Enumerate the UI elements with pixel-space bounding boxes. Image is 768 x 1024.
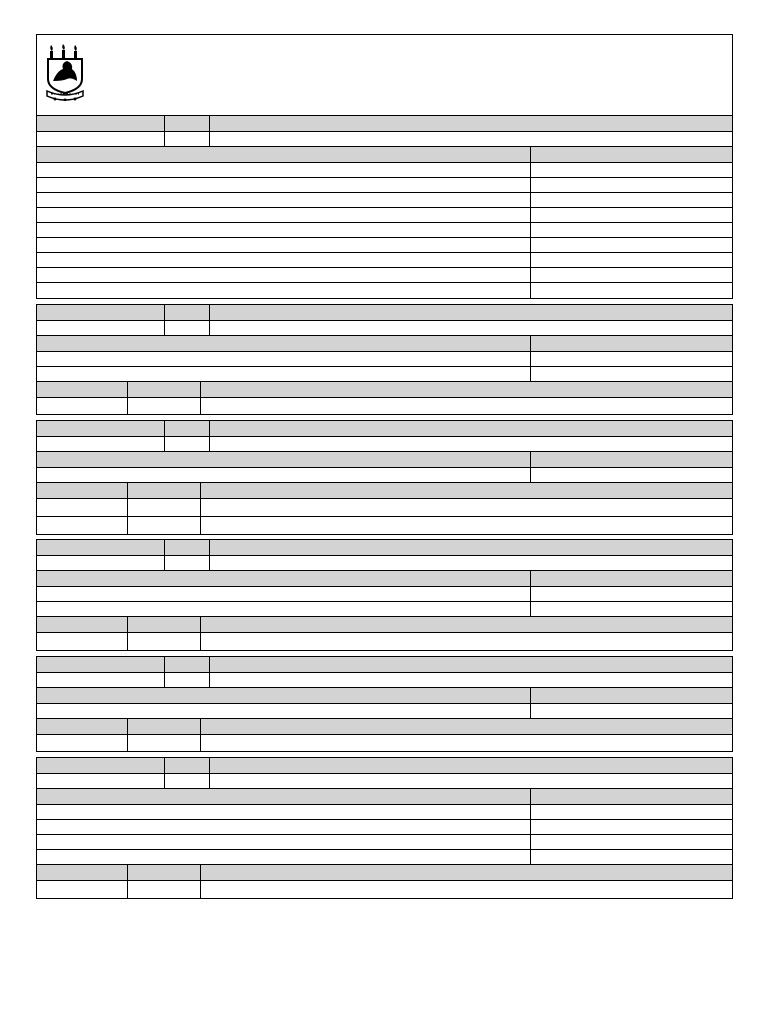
header-cell <box>210 116 732 131</box>
detail-row <box>37 835 732 850</box>
header-cell <box>37 571 531 586</box>
footer-header-row <box>37 617 732 633</box>
form-section-3 <box>36 420 733 535</box>
detail-row <box>37 208 732 223</box>
section-value-row <box>37 132 732 147</box>
section-header-row <box>37 540 732 556</box>
footer-row <box>37 633 732 650</box>
header-cell <box>128 865 201 880</box>
footer-cell <box>201 517 732 534</box>
header-cell <box>531 147 732 162</box>
header-cell <box>128 382 201 397</box>
header-cell <box>37 336 531 351</box>
section-value-row <box>37 437 732 452</box>
value-cell <box>210 774 732 788</box>
header-cell <box>165 116 210 131</box>
value-cell <box>210 437 732 451</box>
detail-cell <box>531 223 732 237</box>
detail-cell <box>531 805 732 819</box>
detail-cell <box>37 704 531 718</box>
detail-cell <box>37 283 531 298</box>
value-cell <box>165 321 210 335</box>
header-cell <box>37 540 165 555</box>
value-cell <box>165 556 210 570</box>
footer-cell <box>37 517 128 534</box>
footer-cell <box>128 398 201 414</box>
header-cell <box>165 421 210 436</box>
detail-cell <box>37 268 531 282</box>
detail-row <box>37 602 732 617</box>
form-section-5 <box>36 656 733 752</box>
detail-cell <box>37 163 531 177</box>
header-cell <box>37 483 128 498</box>
detail-cell <box>531 208 732 222</box>
footer-cell <box>201 499 732 516</box>
footer-cell <box>37 499 128 516</box>
header-cell <box>165 305 210 320</box>
footer-cell <box>128 735 201 751</box>
footer-header-row <box>37 382 732 398</box>
section-value-row <box>37 556 732 571</box>
footer-header-row <box>37 719 732 735</box>
form-section-4 <box>36 539 733 651</box>
section-header-row <box>37 116 732 132</box>
value-cell <box>37 774 165 788</box>
detail-cell <box>37 587 531 601</box>
detail-cell <box>531 850 732 864</box>
detail-row <box>37 283 732 298</box>
detail-cell <box>531 283 732 298</box>
detail-header-row <box>37 452 732 468</box>
university-crest-icon <box>43 43 87 101</box>
header-cell <box>37 305 165 320</box>
footer-cell <box>128 881 201 898</box>
detail-cell <box>37 238 531 252</box>
header-cell <box>531 571 732 586</box>
value-cell <box>37 321 165 335</box>
header-cell <box>37 382 128 397</box>
detail-cell <box>531 704 732 718</box>
footer-cell <box>37 633 128 650</box>
detail-cell <box>531 253 732 267</box>
value-cell <box>210 132 732 146</box>
header-cell <box>210 540 732 555</box>
value-cell <box>210 673 732 687</box>
detail-row <box>37 223 732 238</box>
detail-header-row <box>37 147 732 163</box>
footer-row <box>37 398 732 414</box>
detail-cell <box>37 835 531 849</box>
detail-row <box>37 178 732 193</box>
detail-cell <box>37 253 531 267</box>
detail-cell <box>531 178 732 192</box>
footer-cell <box>201 735 732 751</box>
section-header-row <box>37 758 732 774</box>
footer-row <box>37 735 732 751</box>
detail-row <box>37 704 732 719</box>
detail-cell <box>531 352 732 366</box>
detail-row <box>37 238 732 253</box>
footer-row <box>37 499 732 517</box>
header-cell <box>201 719 732 734</box>
header-cell <box>531 336 732 351</box>
header-cell <box>531 688 732 703</box>
detail-header-row <box>37 336 732 352</box>
detail-cell <box>37 352 531 366</box>
form-section-2 <box>36 304 733 415</box>
detail-row <box>37 268 732 283</box>
section-value-row <box>37 774 732 789</box>
header-cell <box>128 617 201 632</box>
value-cell <box>165 132 210 146</box>
detail-row <box>37 367 732 382</box>
header-cell <box>165 657 210 672</box>
footer-cell <box>37 881 128 898</box>
footer-cell <box>128 499 201 516</box>
header-cell <box>37 421 165 436</box>
section-value-row <box>37 673 732 688</box>
value-cell <box>37 673 165 687</box>
detail-row <box>37 253 732 268</box>
footer-cell <box>201 633 732 650</box>
detail-cell <box>531 268 732 282</box>
footer-cell <box>37 735 128 751</box>
detail-cell <box>37 208 531 222</box>
detail-cell <box>37 193 531 207</box>
detail-row <box>37 352 732 367</box>
section-header-row <box>37 305 732 321</box>
value-cell <box>210 321 732 335</box>
header-cell <box>210 305 732 320</box>
detail-header-row <box>37 789 732 805</box>
header-cell <box>165 540 210 555</box>
value-cell <box>37 437 165 451</box>
header-cell <box>37 865 128 880</box>
section-header-row <box>37 657 732 673</box>
detail-cell <box>37 820 531 834</box>
header-cell <box>210 657 732 672</box>
footer-cell <box>128 517 201 534</box>
header-cell <box>37 758 165 773</box>
detail-cell <box>531 238 732 252</box>
header-cell <box>128 483 201 498</box>
form-section-1 <box>36 115 733 299</box>
detail-cell <box>531 587 732 601</box>
detail-row <box>37 820 732 835</box>
header-cell <box>37 719 128 734</box>
detail-header-row <box>37 571 732 587</box>
header-cell <box>165 758 210 773</box>
detail-cell <box>531 468 732 482</box>
value-cell <box>37 132 165 146</box>
section-header-row <box>37 421 732 437</box>
detail-cell <box>37 178 531 192</box>
detail-cell <box>531 163 732 177</box>
footer-row <box>37 881 732 898</box>
value-cell <box>210 556 732 570</box>
detail-cell <box>37 805 531 819</box>
footer-header-row <box>37 865 732 881</box>
header-cell <box>37 688 531 703</box>
detail-header-row <box>37 688 732 704</box>
detail-row <box>37 163 732 178</box>
section-value-row <box>37 321 732 336</box>
header-cell <box>37 147 531 162</box>
header-cell <box>37 617 128 632</box>
header-cell <box>531 452 732 467</box>
footer-cell <box>128 633 201 650</box>
header-cell <box>531 789 732 804</box>
header-cell <box>37 789 531 804</box>
header-cell <box>37 657 165 672</box>
detail-cell <box>531 835 732 849</box>
detail-row <box>37 587 732 602</box>
footer-header-row <box>37 483 732 499</box>
value-cell <box>165 673 210 687</box>
detail-cell <box>37 602 531 616</box>
detail-cell <box>37 850 531 864</box>
detail-row <box>37 193 732 208</box>
detail-row <box>37 850 732 865</box>
detail-cell <box>531 193 732 207</box>
footer-cell <box>201 881 732 898</box>
detail-cell <box>37 367 531 381</box>
value-cell <box>165 774 210 788</box>
detail-row <box>37 805 732 820</box>
header-cell <box>37 116 165 131</box>
value-cell <box>165 437 210 451</box>
detail-cell <box>531 602 732 616</box>
footer-cell <box>201 398 732 414</box>
footer-row <box>37 517 732 534</box>
detail-cell <box>531 820 732 834</box>
header-cell <box>201 483 732 498</box>
detail-row <box>37 468 732 483</box>
header-cell <box>210 421 732 436</box>
header-cell <box>201 617 732 632</box>
header-cell <box>37 452 531 467</box>
header-cell <box>128 719 201 734</box>
header-cell <box>201 382 732 397</box>
header-cell <box>201 865 732 880</box>
form-section-6 <box>36 757 733 899</box>
detail-cell <box>37 223 531 237</box>
value-cell <box>37 556 165 570</box>
detail-cell <box>37 468 531 482</box>
footer-cell <box>37 398 128 414</box>
header-cell <box>210 758 732 773</box>
detail-cell <box>531 367 732 381</box>
